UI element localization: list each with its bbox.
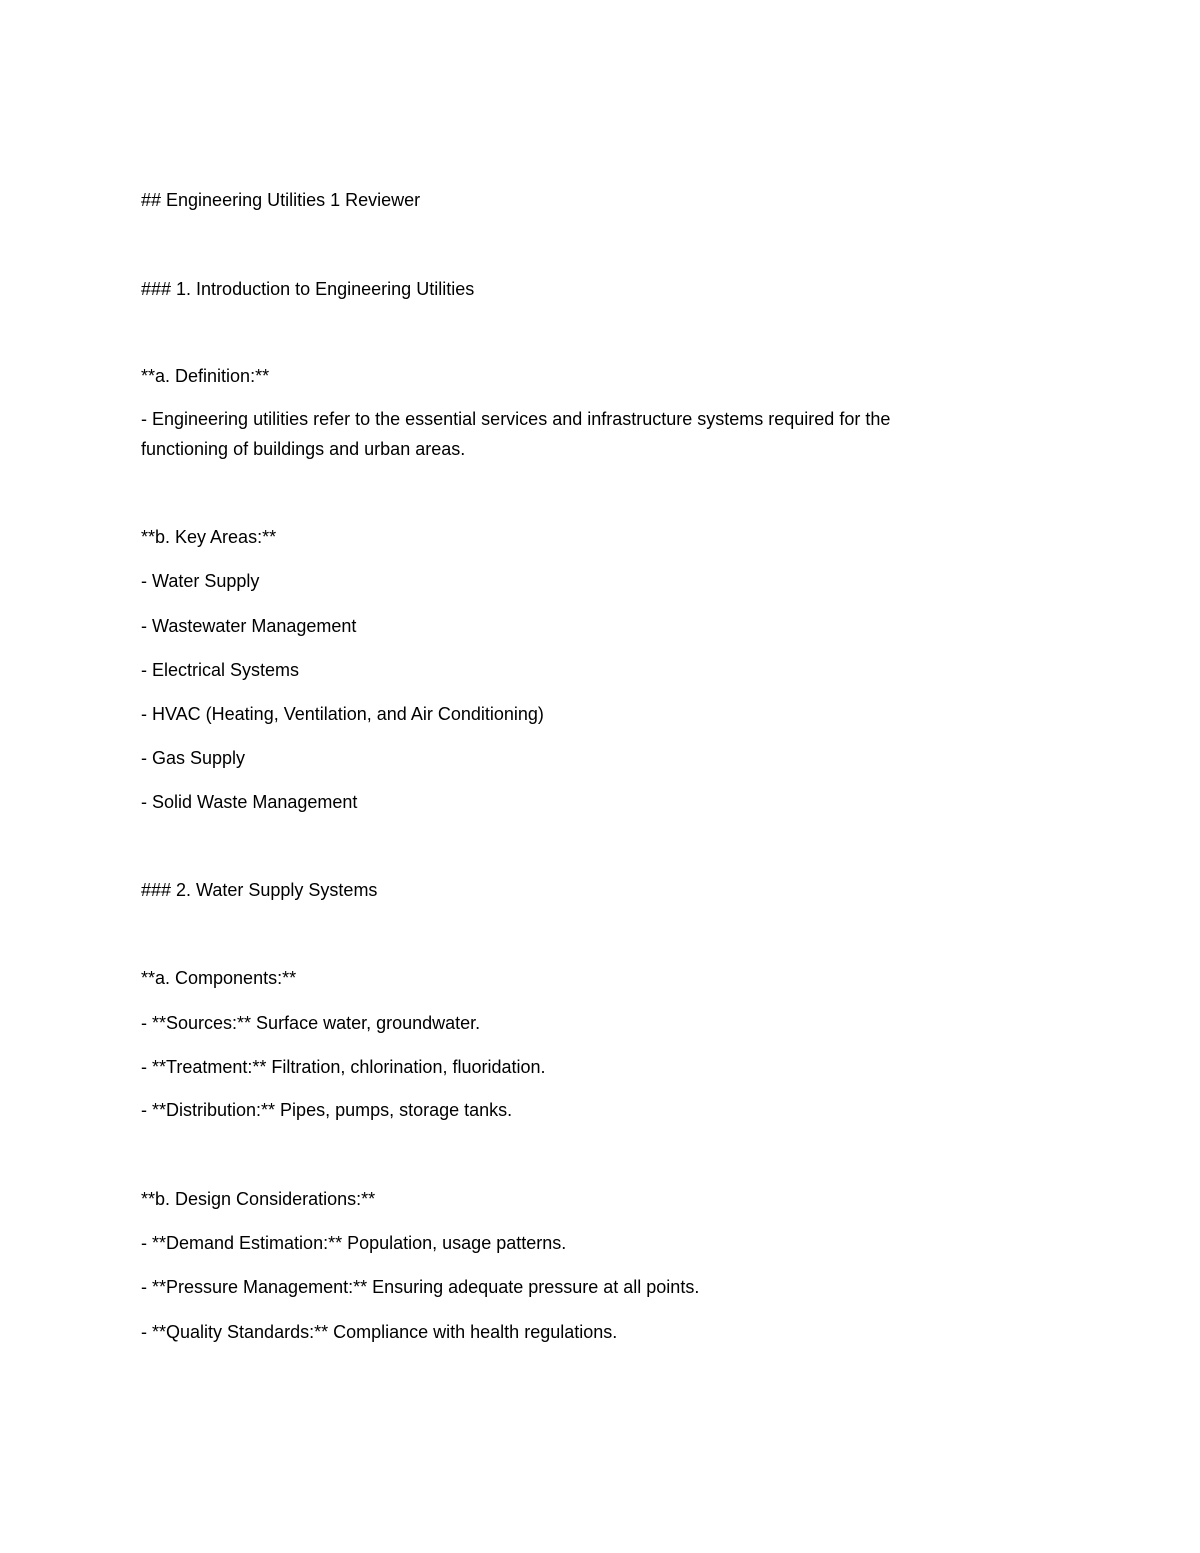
key-area-item: - HVAC (Heating, Ventilation, and Air Conditioning): [141, 704, 544, 724]
component-item: - **Treatment:** Filtration, chlorination, fluoridation.: [141, 1057, 546, 1077]
document-title: ## Engineering Utilities 1 Reviewer: [141, 190, 421, 210]
key-area-item: - Electrical Systems: [141, 660, 300, 680]
component-item: - **Sources:** Surface water, groundwater.: [141, 1013, 481, 1033]
section-2-heading: ### 2. Water Supply Systems: [141, 880, 378, 900]
definition-text: - Engineering utilities refer to the essential services and infrastructure systems required for the functioning of buildings and urban areas.: [141, 409, 891, 459]
key-areas-heading: **b. Key Areas:**: [141, 527, 277, 547]
design-item: - **Quality Standards:** Compliance with health regulations.: [141, 1322, 618, 1342]
section-1-heading: ### 1. Introduction to Engineering Utilities: [141, 279, 475, 299]
definition-heading: **a. Definition:**: [141, 366, 270, 386]
design-item: - **Demand Estimation:** Population, usage patterns.: [141, 1233, 567, 1253]
key-area-item: - Wastewater Management: [141, 616, 357, 636]
design-considerations-heading: **b. Design Considerations:**: [141, 1189, 376, 1209]
key-area-item: - Water Supply: [141, 571, 260, 591]
key-area-item: - Gas Supply: [141, 748, 246, 768]
design-item: - **Pressure Management:** Ensuring adequate pressure at all points.: [141, 1277, 700, 1297]
component-item: - **Distribution:** Pipes, pumps, storage tanks.: [141, 1100, 513, 1120]
components-heading: **a. Components:**: [141, 968, 297, 988]
key-area-item: - Solid Waste Management: [141, 792, 358, 812]
